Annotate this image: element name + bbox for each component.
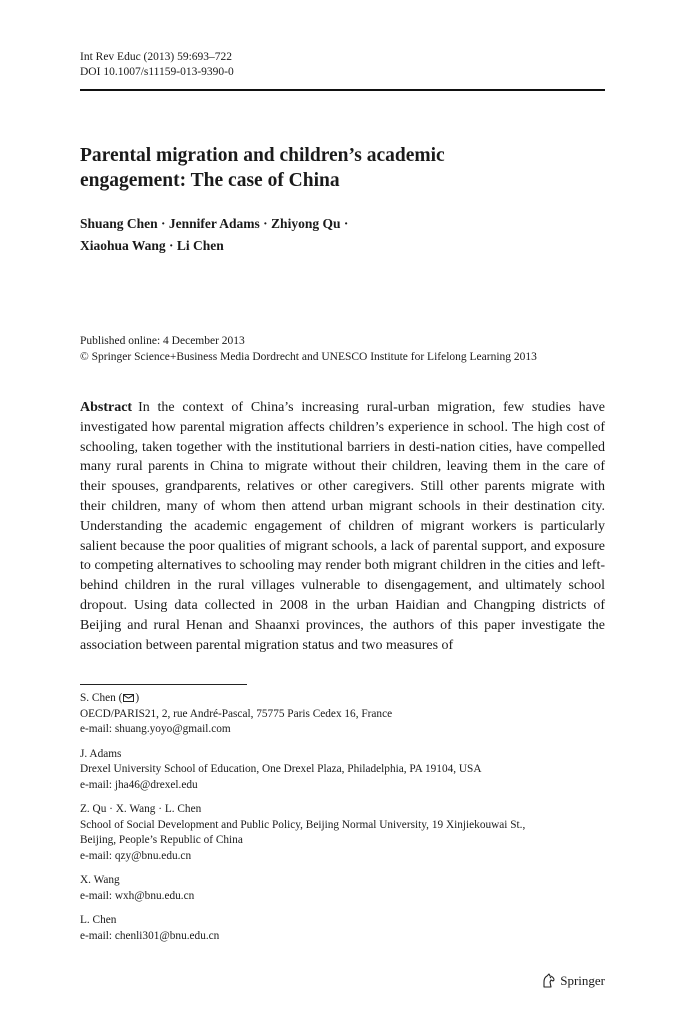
journal-citation: Int Rev Educ (2013) 59:693–722 (80, 51, 233, 63)
publication-info (80, 333, 605, 365)
published-date: Published online: 4 December 2013 (80, 335, 245, 347)
affiliation-address: OECD/PARIS21, 2, rue André-Pascal, 75775 Paris Cedex 16, France (80, 707, 393, 720)
affiliation-name: L. Chen (80, 914, 117, 926)
publisher-name: Springer (560, 973, 605, 988)
authors-line-1: Shuang Chen · Jennifer Adams · Zhiyong Qu · (80, 216, 349, 231)
affiliation-address: School of Social Development and Public Policy, Beijing Normal University, 19 Xinjiekouwai St., (80, 818, 526, 831)
affiliation-email: e-mail: jha46@drexel.edu (80, 778, 198, 791)
affiliation-name: J. Adams (80, 747, 122, 760)
affiliation-bnu (80, 802, 605, 864)
header-rule (80, 89, 605, 91)
authors-line-2: Xiaohua Wang · Li Chen (80, 238, 224, 253)
affiliation-email: e-mail: qzy@bnu.edu.cn (80, 849, 192, 862)
affiliation-email: e-mail: shuang.yoyo@gmail.com (80, 723, 231, 735)
abstract-text: In the context of China’s increasing rural-urban migration, few studies have investigated how parental migration affects children’s experience in school. The high cost of schooling, taken together with the institutional barriers in desti-nation cities, have compelled many rural parents in China to migrate without their children, leaving them in the care of their spouses, grandparents, relatives or other caregivers. Still other parents migrate with their children, many of whom then attend urban migrant schools in their destination city. Understanding the academic engagement of children of migrant workers is particularly salient because the poor qualities of migrant schools, a lack of parental support, and exposure to competing alternatives to schooling may render both migrant children in the cities and left-behind children in the rural villages vulnerable to disengagement, and ultimately school dropout. Using data collected in 2008 in the urban Haidian and Changping districts of Beijing and rural Henan and Shaanxi provinces, the authors of this paper investigate the association between parental migration status and two measures of (80, 400, 605, 653)
author-list (80, 213, 600, 257)
journal-header (80, 50, 234, 80)
affiliation-name: S. Chen ( (80, 692, 123, 704)
abstract-label: Abstract (80, 400, 133, 415)
affiliation-lchen (80, 913, 605, 944)
affiliation-adams (80, 747, 605, 794)
publisher-logo (541, 973, 605, 989)
title-line-2: engagement: The case of China (80, 170, 340, 191)
abstract (80, 398, 605, 655)
affiliations (80, 691, 605, 953)
footnote-rule (80, 684, 247, 685)
affiliation-name-suffix: ) (135, 692, 140, 704)
affiliation-chen (80, 691, 605, 738)
copyright: © Springer Science+Business Media Dordrecht and UNESCO Institute for Lifelong Learning 2013 (80, 351, 537, 363)
affiliation-address: Beijing, People’s Republic of China (80, 834, 243, 846)
affiliation-address: Drexel University School of Education, One Drexel Plaza, Philadelphia, PA 19104, USA (80, 763, 482, 775)
title-line-1: Parental migration and children’s academic (80, 145, 445, 166)
affiliation-name: Z. Qu · X. Wang · L. Chen (80, 803, 202, 815)
affiliation-name: X. Wang (80, 874, 120, 886)
affiliation-email: e-mail: wxh@bnu.edu.cn (80, 889, 195, 902)
springer-horse-icon (541, 973, 556, 989)
envelope-icon (123, 694, 134, 702)
affiliation-email: e-mail: chenli301@bnu.edu.cn (80, 929, 220, 942)
doi: DOI 10.1007/s11159-013-9390-0 (80, 66, 234, 78)
article-title (80, 143, 600, 193)
affiliation-wang (80, 873, 605, 904)
